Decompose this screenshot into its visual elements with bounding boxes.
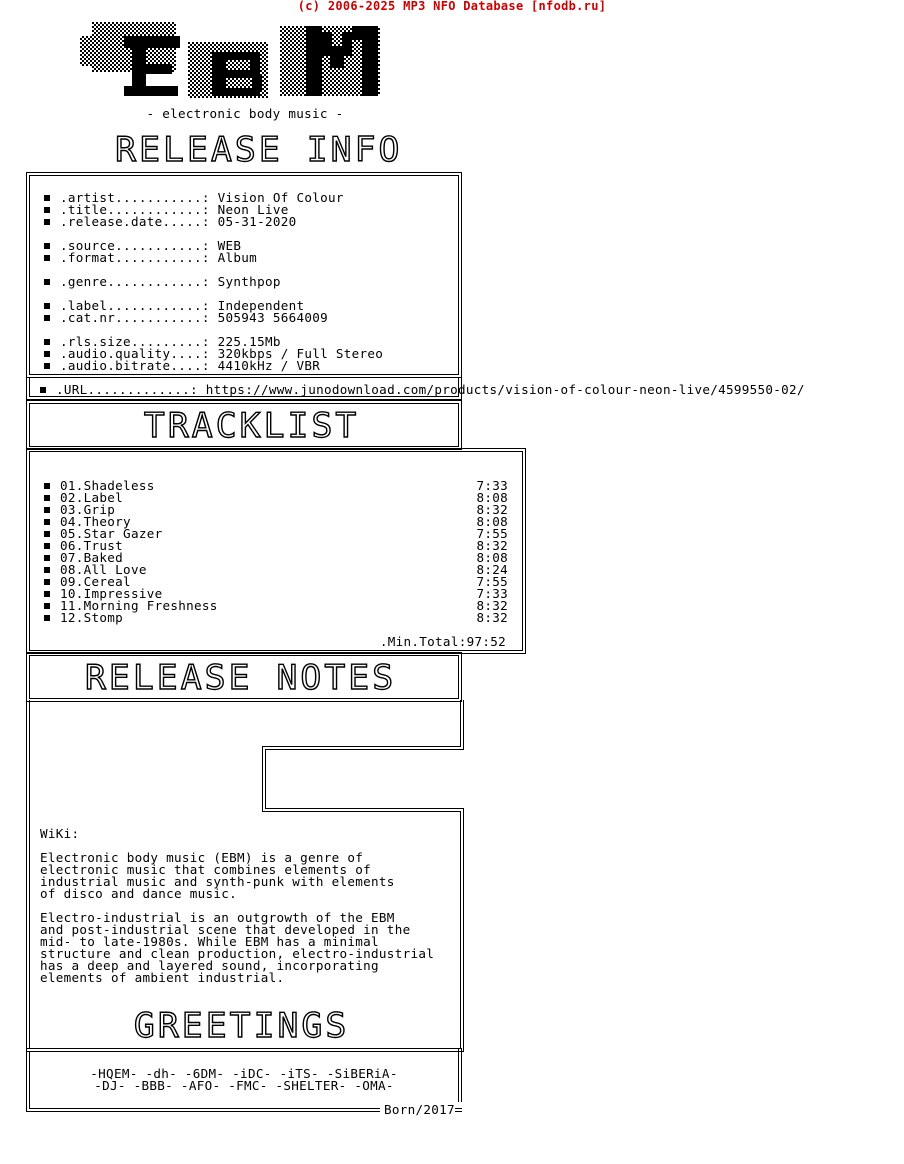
info-row <box>30 216 460 228</box>
tracklist-heading: TRACKLIST <box>143 406 360 446</box>
track-time: 8:32 <box>476 502 508 517</box>
track-name: 08.All Love <box>60 562 147 577</box>
bullet-icon <box>44 519 50 525</box>
release-info-list <box>30 192 460 372</box>
track-time: 8:24 <box>476 562 508 577</box>
track-name: 12.Stomp <box>60 610 124 625</box>
info-key: .release.date.....: <box>60 214 210 229</box>
track-time: 8:32 <box>476 538 508 553</box>
track-name: 07.Baked <box>60 550 124 565</box>
track-name: 10.Impressive <box>60 586 163 601</box>
copyright-line: (c) 2006-2025 MP3 NFO Database [nfodb.ru] <box>297 0 607 13</box>
greetings-line-2: -DJ- -BBB- -AFO- -FMC- -SHELTER- -OMA- <box>94 1078 394 1093</box>
info-value: Vision Of Colour <box>217 190 344 205</box>
info-value: Independent <box>217 298 305 313</box>
info-value: 320kbps / Full Stereo <box>217 346 384 361</box>
logo-text: EBM <box>80 22 82 23</box>
info-key: .rls.size.........: <box>60 334 210 349</box>
info-key: .title............: <box>60 202 210 217</box>
info-value: 05-31-2020 <box>217 214 297 229</box>
info-row <box>30 276 460 288</box>
info-value: 225.15Mb <box>217 334 281 349</box>
bullet-icon <box>44 207 50 213</box>
info-key: .artist...........: <box>60 190 210 205</box>
track-time: 7:55 <box>476 574 508 589</box>
info-key: .label............: <box>60 298 210 313</box>
info-row <box>30 252 460 264</box>
wiki-paragraph-2: Electro-industrial is an outgrowth of the EBM and post-industrial scene that developed in the mid- to late-1980s. While EBM has a minimal structure and clean production, electro-industrial has a deep and layered sound, incorporating elements of ambient industrial. <box>40 910 435 985</box>
info-key: .genre............: <box>60 274 210 289</box>
track-time: 7:33 <box>476 586 508 601</box>
bullet-icon <box>44 219 50 225</box>
total-time: .Min.Total:97:52 <box>379 634 506 649</box>
bullet-icon <box>44 315 50 321</box>
track-name: 01.Shadeless <box>60 478 155 493</box>
track-time: 7:33 <box>476 478 508 493</box>
bullet-icon <box>44 507 50 513</box>
track-list <box>30 480 508 624</box>
info-key: .format...........: <box>60 250 210 265</box>
info-key: .cat.nr...........: <box>60 310 210 325</box>
bullet-icon <box>44 531 50 537</box>
info-row <box>30 360 460 372</box>
bullet-icon <box>44 483 50 489</box>
release-info-heading: RELEASE INFO <box>115 130 403 170</box>
track-time: 8:32 <box>476 598 508 613</box>
bullet-icon <box>44 495 50 501</box>
bullet-icon <box>44 567 50 573</box>
bullet-icon <box>44 303 50 309</box>
track-time: 7:55 <box>476 526 508 541</box>
greetings-heading: GREETINGS <box>133 1006 350 1046</box>
bullet-icon <box>44 543 50 549</box>
bullet-icon <box>44 243 50 249</box>
bullet-icon <box>44 351 50 357</box>
bullet-icon <box>40 387 46 393</box>
bullet-icon <box>44 363 50 369</box>
info-key: .audio.quality....: <box>60 346 210 361</box>
bullet-icon <box>44 591 50 597</box>
info-value: 505943 5664009 <box>217 310 329 325</box>
url-value[interactable]: https://www.junodownload.com/products/vision-of-colour-neon-live/4599550-02/ <box>205 382 805 397</box>
url-key: .URL.............: <box>56 382 198 397</box>
track-name: 09.Cereal <box>60 574 131 589</box>
track-name: 04.Theory <box>60 514 131 529</box>
url-row <box>26 384 805 396</box>
track-time: 8:32 <box>476 610 508 625</box>
bullet-icon <box>44 339 50 345</box>
info-key: .source...........: <box>60 238 210 253</box>
bullet-icon <box>44 615 50 621</box>
wiki-label: WiKi: <box>40 826 80 841</box>
info-row <box>30 312 460 324</box>
track-name: 05.Star Gazer <box>60 526 163 541</box>
track-row <box>30 612 508 624</box>
wiki-paragraph-1: Electronic body music (EBM) is a genre of electronic music that combines elements of industrial music and synth-punk with elements of disco and dance music. <box>40 850 395 901</box>
bullet-icon <box>44 195 50 201</box>
info-value: Album <box>217 250 258 265</box>
info-value: 4410kHz / VBR <box>217 358 321 373</box>
ebm-logo <box>80 22 386 98</box>
track-name: 02.Label <box>60 490 124 505</box>
bullet-icon <box>44 555 50 561</box>
bullet-icon <box>44 255 50 261</box>
track-name: 11.Morning Freshness <box>60 598 218 613</box>
tagline: - electronic body music - <box>146 106 344 121</box>
track-time: 8:08 <box>476 514 508 529</box>
track-name: 03.Grip <box>60 502 116 517</box>
greetings-line-1: -HQEM- -dh- -6DM- -iDC- -iTS- -SiBERiA- <box>90 1066 398 1081</box>
track-time: 8:08 <box>476 490 508 505</box>
info-value: Neon Live <box>217 202 289 217</box>
bullet-icon <box>44 279 50 285</box>
bullet-icon <box>44 579 50 585</box>
track-time: 8:08 <box>476 550 508 565</box>
track-name: 06.Trust <box>60 538 124 553</box>
info-key: .audio.bitrate....: <box>60 358 210 373</box>
signature: Born/2017 <box>380 1104 455 1116</box>
info-value: Synthpop <box>217 274 281 289</box>
info-value: WEB <box>217 238 242 253</box>
bullet-icon <box>44 603 50 609</box>
release-notes-heading: RELEASE NOTES <box>84 658 397 698</box>
